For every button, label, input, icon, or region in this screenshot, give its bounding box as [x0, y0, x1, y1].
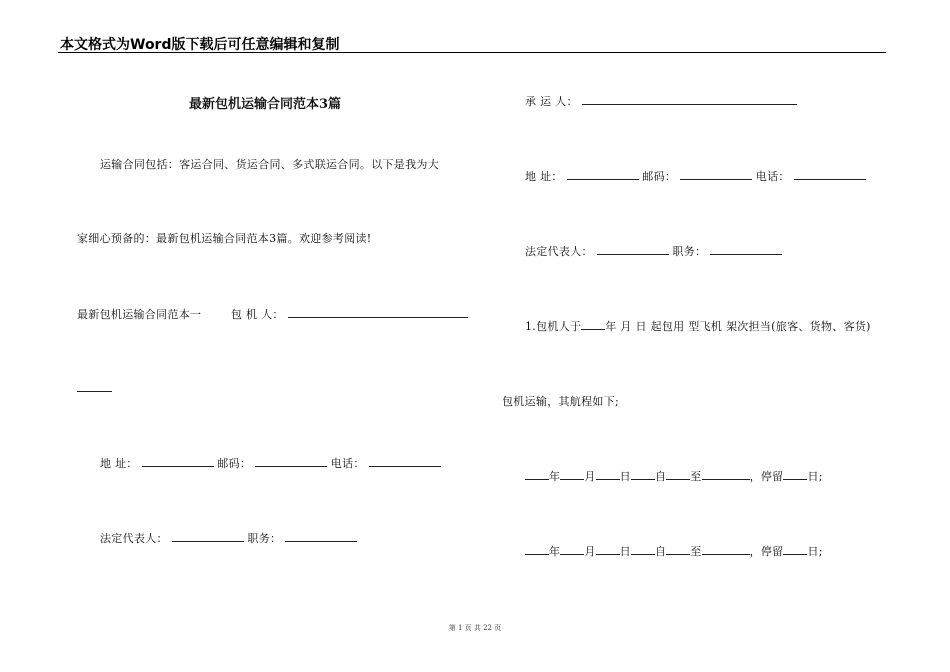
charterer-legal-rep-row	[100, 530, 357, 546]
phone-blank	[794, 168, 866, 180]
legal-rep-blank	[597, 243, 669, 255]
legal-rep-label: 法定代表人：	[525, 245, 593, 258]
page-header-title: 本文格式为Word版下载后可任意编辑和复制	[60, 37, 340, 53]
postcode-blank	[680, 168, 752, 180]
charterer-address-row	[100, 455, 441, 471]
clause-1-line-1: 1.包机人于 年 月 日 起包用 型飞机 架次担当(旅客、货物、客货)	[525, 320, 871, 333]
phone-label: 电话：	[755, 170, 790, 183]
address-label: 地 址：	[100, 457, 138, 470]
clause-1-line-2: 包机运输，其航程如下;	[502, 395, 620, 408]
intro-line-1: 运输合同包括：客运合同、货运合同、多式联运合同。以下是我为大	[100, 158, 439, 171]
charterer-row	[77, 306, 468, 322]
carrier-label: 承 运 人：	[525, 95, 578, 108]
charterer-blank-continued	[77, 380, 112, 395]
carrier-legal-rep-row	[525, 243, 782, 259]
document-title: 最新包机运输合同范本3篇	[188, 97, 342, 112]
route-line-1: 年 月 日 自 至 ，停留 日;	[525, 468, 823, 484]
position-blank	[710, 243, 782, 255]
charterer-blank	[288, 306, 468, 318]
address-label: 地 址：	[525, 170, 563, 183]
position-label: 职务：	[247, 532, 282, 545]
intro-line-2: 家细心预备的：最新包机运输合同范本3篇。欢迎参考阅读!	[77, 232, 372, 245]
charterer-label: 包 机 人：	[230, 308, 284, 321]
postcode-blank	[255, 455, 327, 467]
carrier-address-row	[525, 168, 866, 184]
address-blank	[567, 168, 639, 180]
phone-label: 电话：	[330, 457, 365, 470]
left-column	[60, 0, 470, 672]
route-line-2: 年 月 日 自 至 ，停留 日;	[525, 543, 823, 559]
carrier-row	[525, 93, 797, 109]
postcode-label: 邮码：	[642, 170, 677, 183]
position-blank	[285, 530, 357, 542]
legal-rep-blank	[172, 530, 244, 542]
right-column	[500, 0, 895, 672]
sample-heading: 最新包机运输合同范本一	[77, 308, 202, 321]
phone-blank	[369, 455, 441, 467]
postcode-label: 邮码：	[217, 457, 252, 470]
legal-rep-label: 法定代表人：	[100, 532, 168, 545]
address-blank	[142, 455, 214, 467]
position-label: 职务：	[672, 245, 707, 258]
page-footer: 第 1 页 共 22 页	[448, 624, 502, 632]
carrier-blank	[582, 93, 797, 105]
